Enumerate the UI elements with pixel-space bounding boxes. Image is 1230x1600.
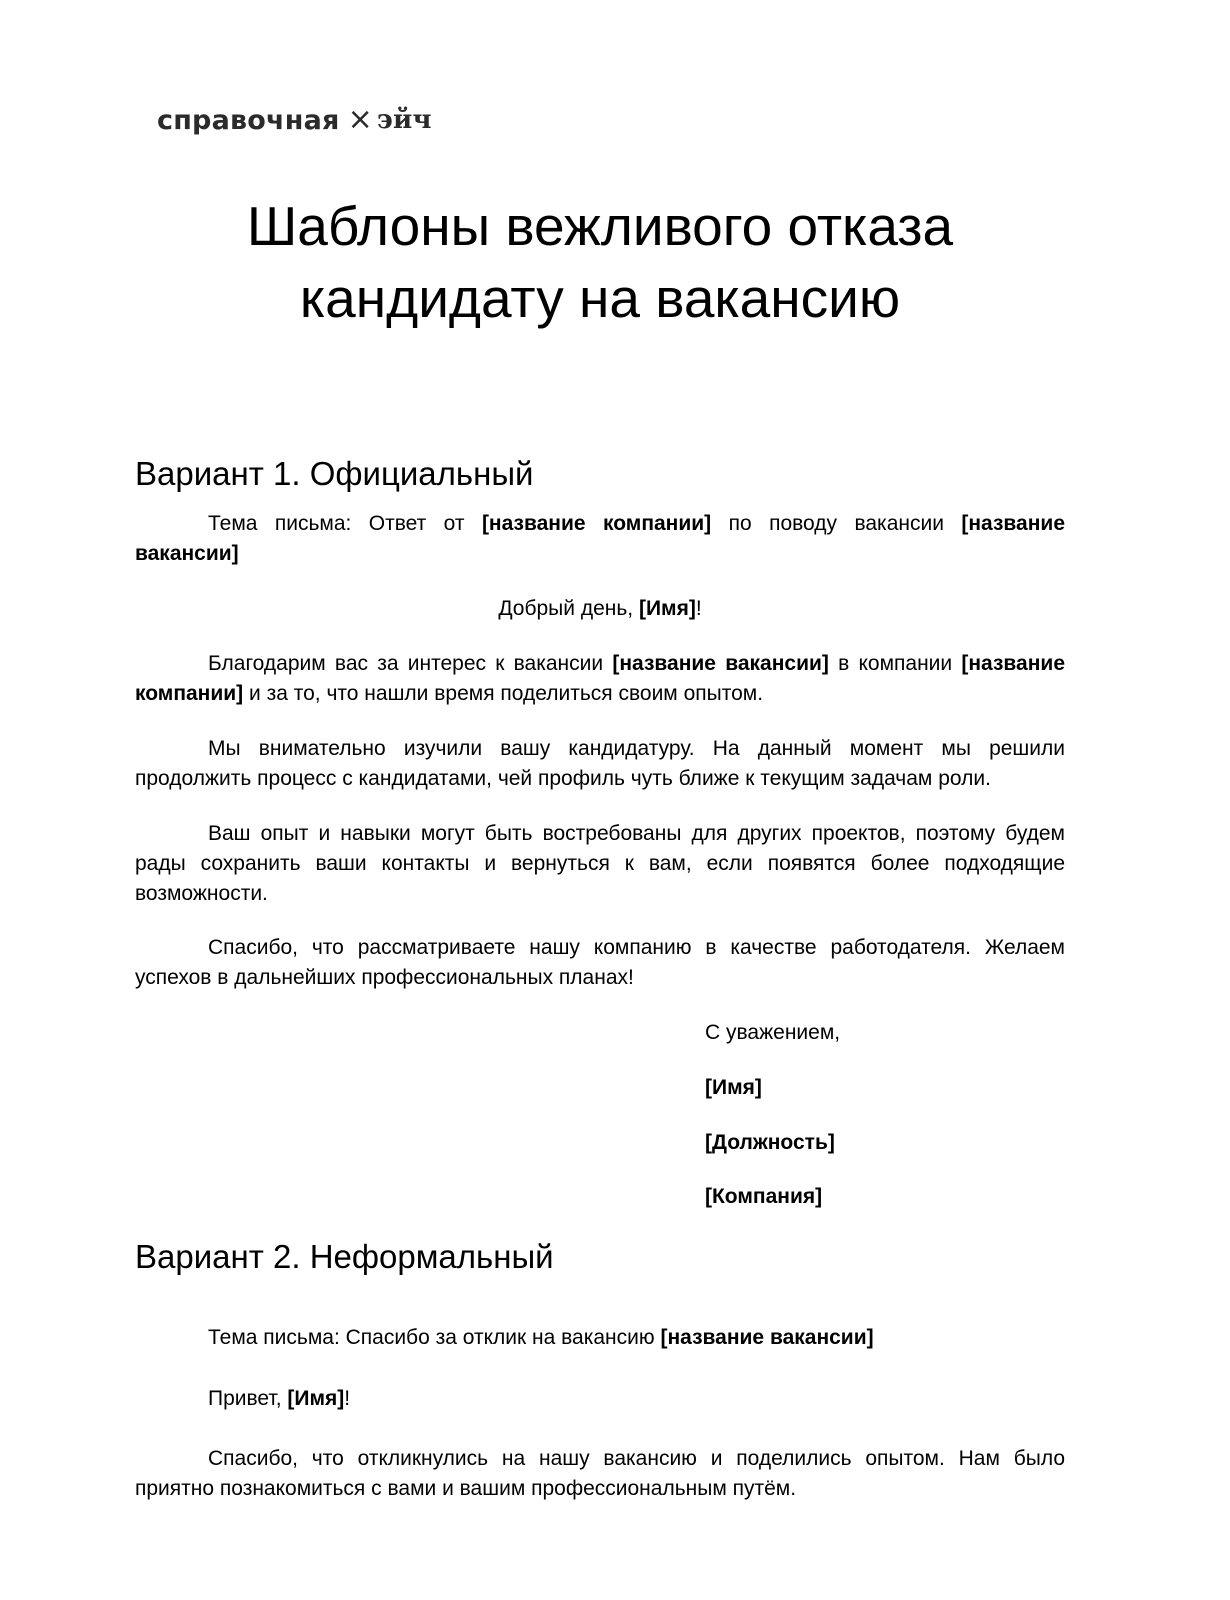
signature-regards: С уважением, <box>705 1021 841 1044</box>
variant1-greeting <box>135 594 1065 624</box>
logo-word-spravochnaya: справочная <box>157 104 340 136</box>
logo-cross-icon: × <box>347 102 373 137</box>
variant2-subject <box>135 1323 1065 1353</box>
variant1-paragraph-2: Мы внимательно изучили вашу кандидатуру. На данный момент мы решили продолжить процесс с кандидатами, чей профиль чуть ближе к текущим задачам роли. <box>135 737 1065 790</box>
signature-company <box>705 1182 822 1212</box>
greeting-text: Добрый день, <box>498 597 639 620</box>
subject-text: по поводу вакансии <box>711 512 962 535</box>
variant1-paragraph-4: Спасибо, что рассматриваете нашу компанию в качестве работодателя. Желаем успехов в дальнейших профессиональных планах! <box>135 936 1065 989</box>
subject-placeholder-vacancy: [название вакансии] <box>660 1326 874 1349</box>
subject-text: Тема письма: Ответ от <box>208 512 482 535</box>
variant1-subject <box>135 509 1065 569</box>
placeholder-vacancy: [название вакансии] <box>612 652 829 675</box>
signature-name-text: [Имя] <box>705 1076 762 1099</box>
placeholder-company: [название компании] <box>135 652 1066 705</box>
paragraph-text: в компании <box>828 652 962 675</box>
variant1-paragraph-1 <box>135 649 1065 709</box>
greeting-placeholder-name: [Имя] <box>287 1387 345 1410</box>
title-line-1: Шаблоны вежливого отказа <box>246 195 954 257</box>
variant2-greeting <box>135 1384 1065 1414</box>
signature-name <box>705 1073 762 1103</box>
paragraph-text: и за то, что нашли время поделиться своим опытом. <box>243 682 764 705</box>
subject-placeholder-company: [название компании] <box>481 512 712 535</box>
greeting-text: ! <box>695 597 702 620</box>
brand-logo <box>157 100 432 140</box>
variant2-heading: Вариант 2. Неформальный <box>135 1238 554 1275</box>
signature-position-text: [Должность] <box>705 1131 835 1154</box>
greeting-text: ! <box>344 1387 351 1410</box>
title-line-2: кандидату на вакансию <box>299 267 901 329</box>
signature-company-text: [Компания] <box>705 1185 823 1208</box>
document-title <box>0 190 1200 334</box>
paragraph-text: Благодарим вас за интерес к вакансии <box>208 652 613 675</box>
logo-word-eych: эйч <box>376 105 432 135</box>
subject-text: Тема письма: Спасибо за отклик на вакансию <box>208 1326 661 1349</box>
greeting-text: Привет, <box>208 1387 288 1410</box>
greeting-placeholder-name: [Имя] <box>638 597 696 620</box>
subject-placeholder-vacancy: [название вакансии] <box>135 512 1065 565</box>
variant1-paragraph-3: Ваш опыт и навыки могут быть востребованы для других проектов, поэтому будем рады сохранить ваши контакты и вернуться к вам, если появятся более подходящие возможности. <box>135 822 1065 905</box>
signature-position <box>705 1128 835 1158</box>
variant2-paragraph-1: Спасибо, что откликнулись на нашу вакансию и поделились опытом. Нам было приятно познакомиться с вами и вашим профессиональным путём. <box>135 1447 1065 1500</box>
variant1-heading: Вариант 1. Официальный <box>135 455 534 492</box>
